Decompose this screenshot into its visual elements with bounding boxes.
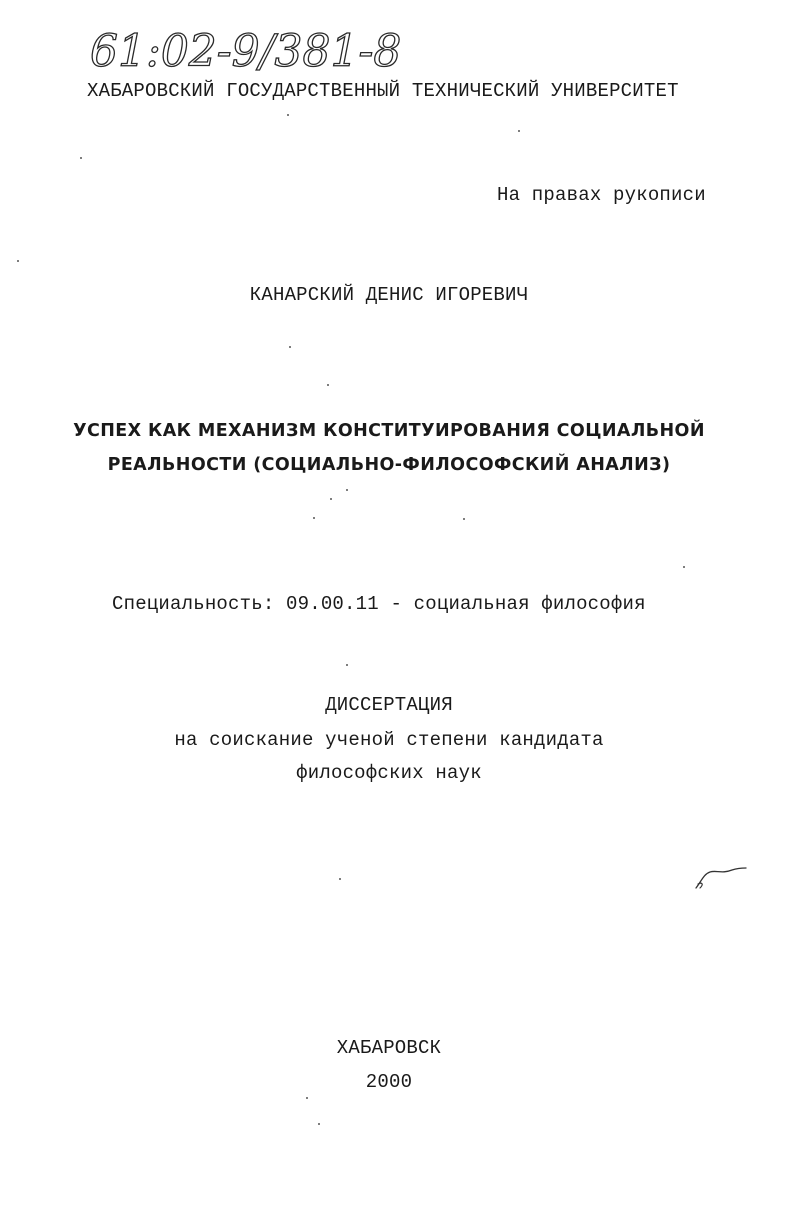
manuscript-rights-note: На правах рукописи (497, 184, 706, 206)
scan-speck (318, 1123, 320, 1125)
scan-speck (346, 664, 348, 666)
thesis-title-line-1: УСПЕХ КАК МЕХАНИЗМ КОНСТИТУИРОВАНИЯ СОЦИАЛЬНОЙ (73, 421, 705, 441)
scan-speck (330, 498, 332, 500)
scan-speck (17, 260, 19, 262)
scan-speck (327, 384, 329, 386)
scan-speck (80, 157, 82, 159)
scan-speck (289, 346, 291, 348)
university-name: ХАБАРОВСКИЙ ГОСУДАРСТВЕННЫЙ ТЕХНИЧЕСКИЙ УНИВЕРСИТЕТ (87, 80, 679, 102)
signature-mark (692, 860, 748, 894)
city: ХАБАРОВСК (336, 1037, 442, 1059)
thesis-title-line-2: РЕАЛЬНОСТИ (СОЦИАЛЬНО-ФИЛОСОФСКИЙ АНАЛИЗ) (107, 455, 671, 475)
scan-speck (683, 566, 685, 568)
dissertation-heading: ДИССЕРТАЦИЯ (325, 694, 453, 716)
handwritten-catalog-number (86, 16, 526, 86)
specialty-line: Специальность: 09.00.11 - социальная философия (112, 593, 646, 615)
author-name: КАНАРСКИЙ ДЕНИС ИГОРЕВИЧ (249, 284, 529, 306)
scan-speck (287, 114, 289, 116)
field-line: философских наук (296, 762, 482, 784)
scan-speck (313, 517, 315, 519)
year: 2000 (365, 1071, 413, 1093)
degree-line: на соискание ученой степени кандидата (174, 729, 604, 751)
scan-speck (306, 1097, 308, 1099)
scan-speck (463, 518, 465, 520)
scan-speck (339, 878, 341, 880)
scan-speck (346, 489, 348, 491)
scan-speck (518, 130, 520, 132)
handwritten-catalog-text: 61:02-9/381-8 (90, 26, 402, 77)
